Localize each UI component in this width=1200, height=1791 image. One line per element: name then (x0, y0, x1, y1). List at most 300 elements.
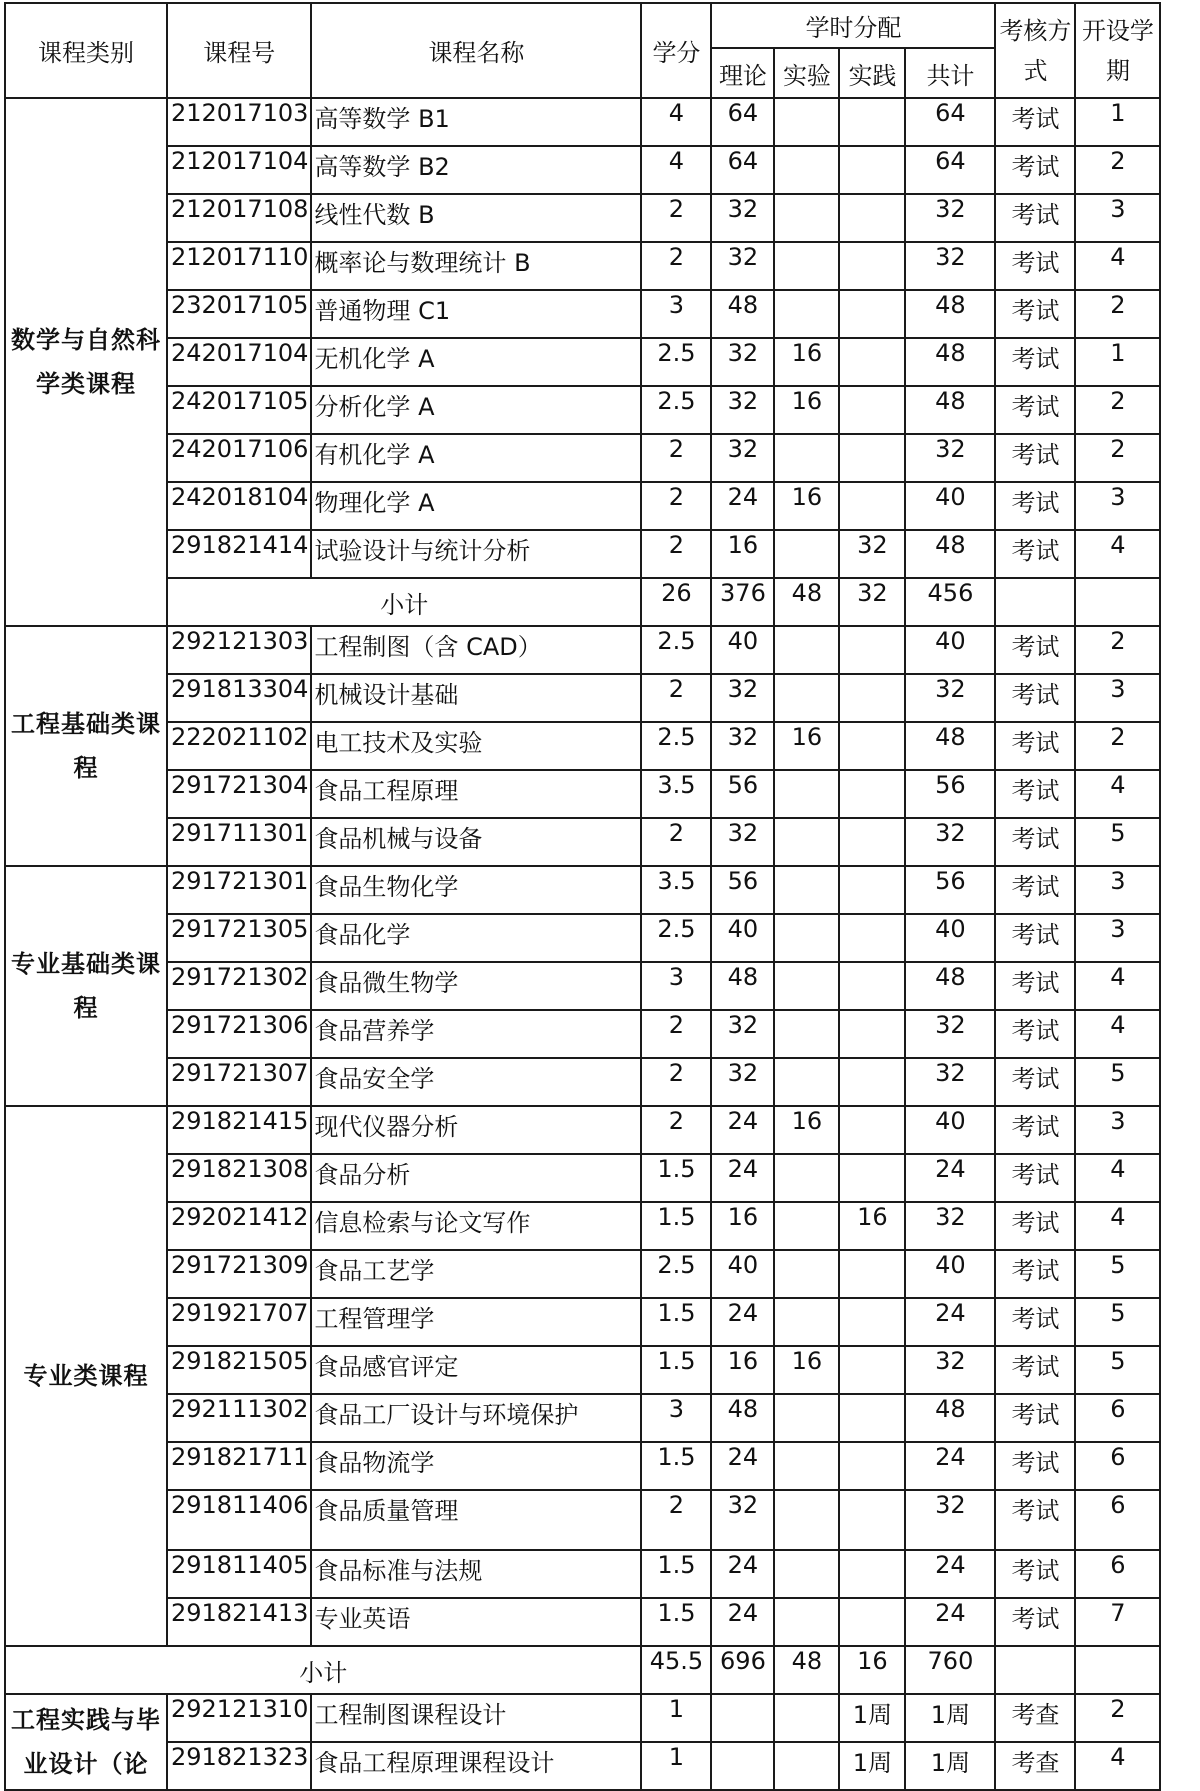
course-credit: 3.5 (641, 770, 711, 818)
course-name: 线性代数 B (311, 194, 641, 242)
table-row (5, 146, 1160, 194)
course-name: 食品工厂设计与环境保护 (311, 1394, 641, 1442)
course-code: 292121310 (167, 1694, 311, 1742)
course-code: 242018104 (167, 482, 311, 530)
course-assess: 考试 (995, 1442, 1075, 1490)
course-code: 291813304 (167, 674, 311, 722)
course-theory: 32 (711, 1490, 774, 1550)
course-assess: 考试 (995, 866, 1075, 914)
course-assess: 考试 (995, 1154, 1075, 1202)
course-name: 物理化学 A (311, 482, 641, 530)
course-assess: 考试 (995, 242, 1075, 290)
course-credit: 3 (641, 290, 711, 338)
course-credit: 1.5 (641, 1298, 711, 1346)
course-theory: 64 (711, 146, 774, 194)
course-theory: 32 (711, 242, 774, 290)
course-practice (839, 866, 905, 914)
course-credit: 2.5 (641, 338, 711, 386)
subtotal-experiment: 48 (774, 1646, 839, 1694)
course-name: 高等数学 B2 (311, 146, 641, 194)
course-experiment (774, 626, 839, 674)
table-row (5, 1742, 1160, 1790)
course-total: 48 (905, 290, 995, 338)
course-credit: 2 (641, 818, 711, 866)
course-name: 食品工程原理课程设计 (311, 1742, 641, 1790)
course-name: 食品生物化学 (311, 866, 641, 914)
course-practice (839, 1442, 905, 1490)
course-term: 5 (1075, 1058, 1160, 1106)
course-practice (839, 1154, 905, 1202)
course-theory: 40 (711, 914, 774, 962)
course-name: 无机化学 A (311, 338, 641, 386)
course-total: 24 (905, 1550, 995, 1598)
course-credit: 1.5 (641, 1550, 711, 1598)
course-assess: 考试 (995, 1490, 1075, 1550)
course-practice (839, 1298, 905, 1346)
course-code: 292121303 (167, 626, 311, 674)
header-theory: 理论 (711, 48, 774, 98)
course-practice: 1周 (839, 1694, 905, 1742)
course-theory (711, 1694, 774, 1742)
course-experiment (774, 962, 839, 1010)
category-cell: 数学与自然科学类课程 (5, 98, 167, 626)
course-experiment: 16 (774, 338, 839, 386)
course-name: 食品化学 (311, 914, 641, 962)
course-code: 291821505 (167, 1346, 311, 1394)
header-practice: 实践 (839, 48, 905, 98)
course-theory: 40 (711, 1250, 774, 1298)
course-code: 232017105 (167, 290, 311, 338)
course-term: 4 (1075, 1010, 1160, 1058)
course-experiment (774, 1598, 839, 1646)
course-name: 食品营养学 (311, 1010, 641, 1058)
course-total: 24 (905, 1442, 995, 1490)
course-experiment (774, 1250, 839, 1298)
course-practice: 16 (839, 1202, 905, 1250)
table-row (5, 242, 1160, 290)
course-practice (839, 242, 905, 290)
course-practice (839, 1550, 905, 1598)
table-row (5, 962, 1160, 1010)
table-row (5, 914, 1160, 962)
course-code: 291721302 (167, 962, 311, 1010)
course-total: 48 (905, 530, 995, 578)
course-theory: 24 (711, 1550, 774, 1598)
subtotal-term (1075, 578, 1160, 626)
course-experiment: 16 (774, 1106, 839, 1154)
course-total: 40 (905, 1250, 995, 1298)
course-name: 分析化学 A (311, 386, 641, 434)
course-term: 4 (1075, 530, 1160, 578)
course-credit: 2 (641, 674, 711, 722)
header-assess: 考核方式 (995, 3, 1075, 98)
course-total: 32 (905, 242, 995, 290)
table-row (5, 434, 1160, 482)
course-term: 2 (1075, 434, 1160, 482)
course-table (4, 2, 1161, 1791)
course-name: 概率论与数理统计 B (311, 242, 641, 290)
course-code: 291821413 (167, 1598, 311, 1646)
course-experiment (774, 290, 839, 338)
header-code: 课程号 (167, 3, 311, 98)
table-row (5, 1058, 1160, 1106)
course-name: 现代仪器分析 (311, 1106, 641, 1154)
course-term: 3 (1075, 914, 1160, 962)
course-practice (839, 1058, 905, 1106)
course-assess: 考试 (995, 674, 1075, 722)
course-code: 291921707 (167, 1298, 311, 1346)
course-total: 56 (905, 770, 995, 818)
course-experiment (774, 434, 839, 482)
course-name: 食品分析 (311, 1154, 641, 1202)
course-practice (839, 434, 905, 482)
course-practice (839, 1106, 905, 1154)
course-practice (839, 1490, 905, 1550)
course-name: 工程管理学 (311, 1298, 641, 1346)
course-total: 32 (905, 194, 995, 242)
course-credit: 2.5 (641, 722, 711, 770)
course-term: 5 (1075, 1346, 1160, 1394)
course-credit: 2.5 (641, 626, 711, 674)
course-code: 242017106 (167, 434, 311, 482)
course-credit: 3.5 (641, 866, 711, 914)
course-term: 3 (1075, 482, 1160, 530)
table-row (5, 1202, 1160, 1250)
course-credit: 1.5 (641, 1598, 711, 1646)
course-term: 2 (1075, 146, 1160, 194)
course-experiment: 16 (774, 722, 839, 770)
course-theory: 48 (711, 962, 774, 1010)
course-theory: 32 (711, 1058, 774, 1106)
course-practice (839, 146, 905, 194)
course-total: 24 (905, 1298, 995, 1346)
course-name: 食品工艺学 (311, 1250, 641, 1298)
subtotal-label: 小计 (167, 578, 641, 626)
course-total: 24 (905, 1598, 995, 1646)
course-assess: 考试 (995, 98, 1075, 146)
course-experiment (774, 194, 839, 242)
course-term: 1 (1075, 98, 1160, 146)
course-experiment (774, 1298, 839, 1346)
subtotal-practice: 16 (839, 1646, 905, 1694)
course-assess: 考试 (995, 1598, 1075, 1646)
course-term: 4 (1075, 1154, 1160, 1202)
table-row (5, 1106, 1160, 1154)
course-code: 291811405 (167, 1550, 311, 1598)
header-total: 共计 (905, 48, 995, 98)
course-total: 48 (905, 1394, 995, 1442)
course-experiment (774, 1742, 839, 1790)
course-code: 212017110 (167, 242, 311, 290)
course-code: 291711301 (167, 818, 311, 866)
course-term: 2 (1075, 290, 1160, 338)
table-row (5, 722, 1160, 770)
course-credit: 1.5 (641, 1442, 711, 1490)
course-name: 食品工程原理 (311, 770, 641, 818)
course-total: 40 (905, 626, 995, 674)
course-credit: 1.5 (641, 1202, 711, 1250)
course-credit: 1.5 (641, 1346, 711, 1394)
table-row (5, 1250, 1160, 1298)
course-experiment (774, 1394, 839, 1442)
course-assess: 考试 (995, 1106, 1075, 1154)
course-theory: 24 (711, 1154, 774, 1202)
course-term: 2 (1075, 1694, 1160, 1742)
course-practice (839, 722, 905, 770)
course-term: 4 (1075, 1202, 1160, 1250)
course-assess: 考试 (995, 1550, 1075, 1598)
subtotal-practice: 32 (839, 578, 905, 626)
course-credit: 2 (641, 1010, 711, 1058)
course-assess: 考试 (995, 338, 1075, 386)
course-credit: 2 (641, 1106, 711, 1154)
course-theory: 32 (711, 722, 774, 770)
course-credit: 2 (641, 482, 711, 530)
course-experiment (774, 530, 839, 578)
course-theory: 32 (711, 194, 774, 242)
header-term: 开设学期 (1075, 3, 1160, 98)
course-theory: 24 (711, 1298, 774, 1346)
course-name: 工程制图（含 CAD） (311, 626, 641, 674)
course-total: 48 (905, 962, 995, 1010)
course-term: 5 (1075, 818, 1160, 866)
course-experiment (774, 1442, 839, 1490)
course-term: 3 (1075, 674, 1160, 722)
course-code: 222021102 (167, 722, 311, 770)
course-experiment (774, 1550, 839, 1598)
subtotal-experiment: 48 (774, 578, 839, 626)
course-name: 食品质量管理 (311, 1490, 641, 1550)
course-experiment: 16 (774, 1346, 839, 1394)
course-name: 食品机械与设备 (311, 818, 641, 866)
course-assess: 考试 (995, 1010, 1075, 1058)
course-code: 212017108 (167, 194, 311, 242)
course-practice (839, 914, 905, 962)
course-assess: 考试 (995, 626, 1075, 674)
course-total: 32 (905, 434, 995, 482)
table-row (5, 482, 1160, 530)
course-credit: 2 (641, 530, 711, 578)
course-practice (839, 674, 905, 722)
course-total: 56 (905, 866, 995, 914)
course-theory: 16 (711, 1346, 774, 1394)
course-code: 292111302 (167, 1394, 311, 1442)
course-name: 电工技术及实验 (311, 722, 641, 770)
header-experiment: 实验 (774, 48, 839, 98)
course-practice (839, 338, 905, 386)
subtotal-assess (995, 578, 1075, 626)
category-cell: 专业基础类课程 (5, 866, 167, 1106)
header-row (5, 3, 1160, 48)
course-name: 食品微生物学 (311, 962, 641, 1010)
course-practice (839, 482, 905, 530)
course-practice (839, 626, 905, 674)
course-theory: 32 (711, 1010, 774, 1058)
table-row (5, 866, 1160, 914)
course-experiment (774, 674, 839, 722)
subtotal-theory: 376 (711, 578, 774, 626)
header-hours: 学时分配 (711, 3, 995, 48)
course-term: 3 (1075, 866, 1160, 914)
subtotal-label: 小计 (5, 1646, 641, 1694)
table-row (5, 1550, 1160, 1598)
course-assess: 考试 (995, 194, 1075, 242)
course-term: 4 (1075, 962, 1160, 1010)
course-assess: 考试 (995, 482, 1075, 530)
course-code: 291721304 (167, 770, 311, 818)
course-term: 6 (1075, 1550, 1160, 1598)
course-theory: 24 (711, 1598, 774, 1646)
course-practice (839, 818, 905, 866)
table-row (5, 1490, 1160, 1550)
course-name: 试验设计与统计分析 (311, 530, 641, 578)
table-row (5, 1598, 1160, 1646)
course-experiment (774, 1058, 839, 1106)
table-row (5, 338, 1160, 386)
course-code: 291811406 (167, 1490, 311, 1550)
course-theory: 48 (711, 1394, 774, 1442)
table-row (5, 194, 1160, 242)
course-code: 291721309 (167, 1250, 311, 1298)
course-assess: 考查 (995, 1742, 1075, 1790)
course-experiment: 16 (774, 482, 839, 530)
course-theory: 32 (711, 338, 774, 386)
course-assess: 考试 (995, 530, 1075, 578)
course-total: 32 (905, 818, 995, 866)
course-term: 2 (1075, 386, 1160, 434)
course-credit: 4 (641, 146, 711, 194)
table-row (5, 1010, 1160, 1058)
course-code: 291721307 (167, 1058, 311, 1106)
course-credit: 2.5 (641, 1250, 711, 1298)
course-theory (711, 1742, 774, 1790)
table-row (5, 626, 1160, 674)
course-assess: 考试 (995, 290, 1075, 338)
course-theory: 32 (711, 434, 774, 482)
course-practice (839, 770, 905, 818)
course-assess: 考试 (995, 386, 1075, 434)
course-theory: 56 (711, 866, 774, 914)
course-experiment (774, 1154, 839, 1202)
course-credit: 2 (641, 194, 711, 242)
course-practice (839, 194, 905, 242)
table-row (5, 1154, 1160, 1202)
course-theory: 24 (711, 1106, 774, 1154)
header-category: 课程类别 (5, 3, 167, 98)
subtotal-theory: 696 (711, 1646, 774, 1694)
course-experiment (774, 242, 839, 290)
course-credit: 4 (641, 98, 711, 146)
category-cell: 工程基础类课程 (5, 626, 167, 866)
course-theory: 64 (711, 98, 774, 146)
subtotal-term (1075, 1646, 1160, 1694)
course-code: 242017104 (167, 338, 311, 386)
course-term: 2 (1075, 626, 1160, 674)
course-term: 4 (1075, 242, 1160, 290)
course-practice (839, 98, 905, 146)
table-body (5, 3, 1160, 1790)
course-name: 高等数学 B1 (311, 98, 641, 146)
course-assess: 考试 (995, 1250, 1075, 1298)
course-credit: 3 (641, 1394, 711, 1442)
course-theory: 32 (711, 818, 774, 866)
course-term: 5 (1075, 1298, 1160, 1346)
course-code: 291721305 (167, 914, 311, 962)
course-assess: 考试 (995, 1346, 1075, 1394)
course-total: 32 (905, 1058, 995, 1106)
course-assess: 考试 (995, 1298, 1075, 1346)
course-practice (839, 1394, 905, 1442)
course-theory: 32 (711, 674, 774, 722)
course-theory: 24 (711, 1442, 774, 1490)
course-theory: 40 (711, 626, 774, 674)
course-credit: 1.5 (641, 1154, 711, 1202)
table-row (5, 290, 1160, 338)
course-code: 291721301 (167, 866, 311, 914)
header-credit: 学分 (641, 3, 711, 98)
course-experiment (774, 1490, 839, 1550)
course-theory: 48 (711, 290, 774, 338)
course-practice (839, 1010, 905, 1058)
course-code: 212017103 (167, 98, 311, 146)
header-name: 课程名称 (311, 3, 641, 98)
course-experiment (774, 1694, 839, 1742)
course-credit: 1 (641, 1742, 711, 1790)
course-credit: 2.5 (641, 386, 711, 434)
course-name: 普通物理 C1 (311, 290, 641, 338)
course-practice (839, 290, 905, 338)
course-assess: 考试 (995, 1058, 1075, 1106)
course-code: 242017105 (167, 386, 311, 434)
course-code: 291821323 (167, 1742, 311, 1790)
course-total: 1周 (905, 1694, 995, 1742)
course-total: 32 (905, 1346, 995, 1394)
course-experiment (774, 818, 839, 866)
table-row (5, 770, 1160, 818)
course-term: 6 (1075, 1394, 1160, 1442)
subtotal-credit: 26 (641, 578, 711, 626)
course-practice (839, 1250, 905, 1298)
table-row (5, 1346, 1160, 1394)
subtotal-row (5, 578, 1160, 626)
table-row (5, 674, 1160, 722)
course-name: 专业英语 (311, 1598, 641, 1646)
course-assess: 考试 (995, 1394, 1075, 1442)
course-assess: 考试 (995, 434, 1075, 482)
course-assess: 考试 (995, 818, 1075, 866)
course-total: 40 (905, 482, 995, 530)
course-total: 40 (905, 1106, 995, 1154)
subtotal-total: 760 (905, 1646, 995, 1694)
course-assess: 考试 (995, 962, 1075, 1010)
course-assess: 考试 (995, 722, 1075, 770)
subtotal-assess (995, 1646, 1075, 1694)
course-term: 5 (1075, 1250, 1160, 1298)
course-total: 64 (905, 98, 995, 146)
table-row (5, 1694, 1160, 1742)
course-term: 1 (1075, 338, 1160, 386)
course-theory: 32 (711, 386, 774, 434)
course-total: 32 (905, 1010, 995, 1058)
course-term: 3 (1075, 1106, 1160, 1154)
subtotal-credit: 45.5 (641, 1646, 711, 1694)
course-name: 信息检索与论文写作 (311, 1202, 641, 1250)
subtotal-row (5, 1646, 1160, 1694)
table-row (5, 386, 1160, 434)
course-practice (839, 1346, 905, 1394)
course-term: 6 (1075, 1442, 1160, 1490)
course-total: 32 (905, 1490, 995, 1550)
